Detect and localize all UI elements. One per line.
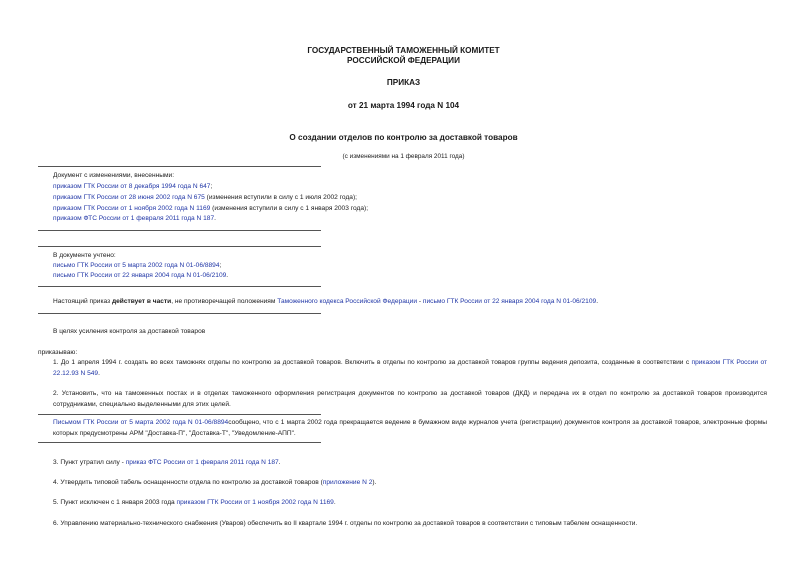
doc-type: ПРИКАЗ: [386, 78, 421, 87]
customs-code-link[interactable]: Таможенного кодекса Российской Федерации: [277, 298, 418, 305]
changes-link[interactable]: приказом ГТК России от 1 ноября 2002 года N 1169: [53, 205, 211, 212]
divider: [38, 286, 321, 287]
divider: [38, 442, 321, 443]
note-link[interactable]: Письмом ГТК России от 5 марта 2002 года N 01-06/8894: [53, 419, 229, 426]
changes-link[interactable]: приказом ГТК России от 8 декабря 1994 года N 647: [53, 183, 211, 190]
considered-item: письмо ГТК России от 22 января 2004 года N 01-06/2109.: [53, 272, 229, 279]
note-paragraph: Письмом ГТК России от 5 марта 2002 года N 01-06/8894сообщено, что с 1 марта 2002 года прекращается ведение в бумажном виде журналов учета (регистрации) документов контроля за доставкой товаров, электронные формы которых предусмотрены АРМ "Доставка-П", "Доставка-Т", "Уведомление-АПП".: [53, 419, 768, 437]
p3-link[interactable]: приказ ФТС России от 1 февраля 2011 года N 187: [125, 459, 279, 466]
paragraph-4: 4. Утвердить типовой табель оснащенности отдела по контролю за доставкой товаров (приложение N 2).: [53, 479, 377, 486]
divider: [38, 230, 321, 231]
preamble: В целях усиления контроля за доставкой товаров: [53, 328, 206, 335]
paragraph-5: 5. Пункт исключен с 1 января 2003 года приказом ГТК России от 1 ноября 2002 года N 1169.: [53, 499, 336, 506]
divider: [38, 166, 321, 167]
order-word: приказываю:: [38, 349, 78, 356]
considered-heading: В документе учтено:: [53, 252, 116, 259]
paragraph-2: 2. Установить, что на таможенных постах и в отделах таможенного оформления регистрация документов по контролю за доставкой товаров (ДКД) и передача их в отдел по контролю за доставкой товаров производится сотрудниками, специально выделенными для этих целей.: [53, 390, 767, 408]
changes-item: приказом ГТК России от 8 декабря 1994 года N 647;: [53, 183, 213, 190]
doc-title: О создании отделов по контролю за доставкой товаров: [289, 133, 518, 142]
changes-link[interactable]: приказом ФТС России от 1 февраля 2011 года N 187: [53, 215, 215, 222]
considered-item: письмо ГТК России от 5 марта 2002 года N 01-06/8894;: [53, 262, 222, 269]
doc-date-number: от 21 марта 1994 года N 104: [347, 101, 460, 110]
paragraph-6: 6. Управлению материально-технического снабжения (Уваров) обеспечить во II квартале 1994 г. отделы по контролю за доставкой товаров в соответствии с типовым табелем оснащенности.: [53, 520, 638, 527]
paragraph-3: 3. Пункт утратил силу - приказ ФТС России от 1 февраля 2011 года N 187.: [53, 459, 281, 466]
paragraph-1: 1. До 1 апреля 1994 г. создать во всех таможнях отделы по контролю за доставкой товаров. Включить в отделы по контролю за доставкой товаров группы ведения депозита, созданные в соответствии с приказом ГТК России от 22.12.93 N 549.: [53, 359, 767, 377]
considered-link[interactable]: письмо ГТК России от 22 января 2004 года N 01-06/2109: [53, 272, 227, 279]
p5-link[interactable]: приказом ГТК России от 1 ноября 2002 года N 1169: [176, 499, 334, 506]
letter-link[interactable]: письмо ГТК России от 22 января 2004 года N 01-06/2109: [422, 298, 597, 305]
divider: [38, 313, 321, 314]
considered-link[interactable]: письмо ГТК России от 5 марта 2002 года N 01-06/8894: [53, 262, 220, 269]
org-title-line2: РОССИЙСКОЙ ФЕДЕРАЦИИ: [347, 56, 460, 65]
changes-link[interactable]: приказом ГТК России от 28 июня 2002 года N 675: [53, 194, 205, 201]
changes-item: приказом ГТК России от 1 ноября 2002 года N 1169 (изменения вступили в силу с 1 января 2003 года);: [53, 205, 369, 212]
divider: [38, 246, 321, 247]
doc-revision-note: (с изменениями на 1 февраля 2011 года): [342, 153, 465, 160]
p4-link[interactable]: приложение N 2: [322, 479, 373, 486]
org-title-line1: ГОСУДАРСТВЕННЫЙ ТАМОЖЕННЫЙ КОМИТЕТ: [307, 46, 500, 55]
p1-link[interactable]: приказом ГТК России от 22.12.93 N 549: [53, 359, 767, 377]
changes-item: приказом ГТК России от 28 июня 2002 года N 675 (изменения вступили в силу с 1 июля 2002 года);: [53, 194, 357, 201]
divider: [38, 414, 321, 415]
validity-note: Настоящий приказ действует в части, не противоречащей положениям Таможенного кодекса Российской Федерации - письмо ГТК России от 22 января 2004 года N 01-06/2109.: [53, 298, 599, 305]
changes-item: приказом ФТС России от 1 февраля 2011 года N 187.: [53, 215, 216, 222]
changes-heading: Документ с изменениями, внесенными:: [53, 172, 175, 179]
